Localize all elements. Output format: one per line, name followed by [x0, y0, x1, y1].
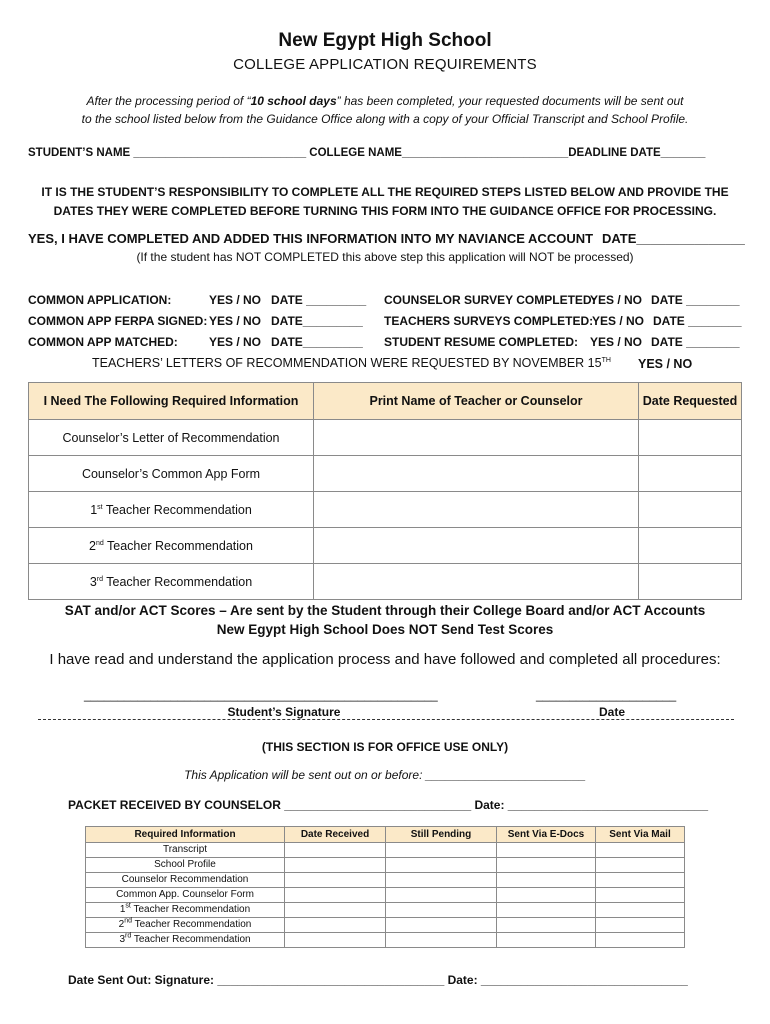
date-requested-cell[interactable] — [639, 456, 742, 492]
checklist-left-row — [28, 290, 368, 311]
yes-no-choice[interactable]: YES / NO — [209, 314, 262, 328]
teachers-letters-line — [92, 356, 611, 370]
office-column-header: Sent Via Mail — [596, 827, 685, 843]
office-column-header: Sent Via E-Docs — [497, 827, 596, 843]
office-table — [85, 826, 685, 948]
still-pending-cell[interactable] — [386, 918, 497, 933]
checklist-right-row — [384, 290, 744, 311]
date-received-cell[interactable] — [285, 843, 386, 858]
still-pending-cell[interactable] — [386, 888, 497, 903]
office-row — [86, 843, 685, 858]
checklist-label: COUNSELOR SURVEY COMPLETED: — [384, 293, 596, 307]
column-header: I Need The Following Required Information — [29, 383, 314, 420]
student-info-line[interactable]: STUDENT’S NAME ___________________________ COLLEGE NAME__________________________DEADLINE DATE_______ — [28, 147, 706, 159]
office-heading: (THIS SECTION IS FOR OFFICE USE ONLY) — [261, 740, 509, 754]
yes-no-choice[interactable]: YES / NO — [209, 335, 262, 349]
still-pending-cell[interactable] — [386, 843, 497, 858]
ordinal: 2 — [118, 919, 125, 930]
requirement-cell — [29, 564, 314, 600]
requirement-cell — [29, 492, 314, 528]
office-item-label: Transcript — [162, 844, 208, 855]
scores-line1: SAT and/or ACT Scores – Are sent by the Student through their College Board and/or ACT Accounts — [64, 603, 706, 618]
column-header: Date Requested — [639, 383, 742, 420]
table-row — [29, 528, 742, 564]
teachers-letters-yesno[interactable]: YES / NO — [638, 357, 693, 371]
still-pending-cell[interactable] — [386, 933, 497, 948]
checklist-label: COMMON APPLICATION: — [28, 293, 172, 307]
mail-cell[interactable] — [596, 918, 685, 933]
edocs-cell[interactable] — [497, 918, 596, 933]
ordinal-suffix: nd — [95, 539, 104, 547]
mail-cell[interactable] — [596, 933, 685, 948]
requirement-cell — [29, 456, 314, 492]
office-divider — [38, 719, 734, 720]
date-received-cell[interactable] — [285, 933, 386, 948]
checklist-label: COMMON APP MATCHED: — [28, 335, 178, 349]
date-requested-cell[interactable] — [639, 564, 742, 600]
date-received-cell[interactable] — [285, 888, 386, 903]
checklist-right — [384, 290, 744, 353]
date-field[interactable]: DATE ________ — [651, 293, 740, 307]
checklist-left — [28, 290, 368, 353]
date-label: Date — [598, 705, 625, 719]
teacher-name-cell[interactable] — [314, 528, 639, 564]
office-column-header: Still Pending — [386, 827, 497, 843]
teacher-name-cell[interactable] — [314, 492, 639, 528]
responsibility-line1: IT IS THE STUDENT’S RESPONSIBILITY TO COMPLETE ALL THE REQUIRED STEPS LISTED BELOW AND PROVIDE THE — [41, 185, 729, 199]
mail-cell[interactable] — [596, 843, 685, 858]
requirement-label: Teacher Recommendation — [102, 502, 252, 517]
edocs-cell[interactable] — [497, 873, 596, 888]
mail-cell[interactable] — [596, 858, 685, 873]
teacher-name-cell[interactable] — [314, 420, 639, 456]
signature-date-line[interactable]: _____________________ — [536, 688, 677, 702]
still-pending-cell[interactable] — [386, 858, 497, 873]
requirement-label: Counselor’s Letter of Recommendation — [62, 430, 280, 445]
teacher-name-cell[interactable] — [314, 564, 639, 600]
still-pending-cell[interactable] — [386, 903, 497, 918]
responsibility-line2: DATES THEY WERE COMPLETED BEFORE TURNING THIS FORM INTO THE GUIDANCE OFFICE FOR PROCESSING. — [53, 204, 717, 218]
ordinal: 3 — [119, 934, 125, 945]
ordinal-suffix: nd — [124, 917, 133, 925]
checklist-left-row — [28, 311, 368, 332]
ordinal: 3 — [89, 574, 97, 589]
send-out-date-line[interactable]: This Application will be sent out on or before: ________________________ — [184, 768, 586, 782]
intro-text — [0, 92, 770, 128]
office-item-cell — [86, 858, 285, 873]
naviance-note: (If the student has NOT COMPLETED this above step this application will NOT be processed) — [136, 250, 634, 264]
office-item-cell — [86, 873, 285, 888]
recommendation-table — [28, 382, 742, 600]
teachers-letters-sup: TH — [601, 356, 611, 364]
mail-cell[interactable] — [596, 873, 685, 888]
office-row — [86, 858, 685, 873]
checklist-right-row — [384, 311, 744, 332]
still-pending-cell[interactable] — [386, 873, 497, 888]
signature-label: Student’s Signature — [227, 705, 341, 719]
intro-after: ” has been completed, your requested documents will be sent out — [336, 94, 684, 108]
date-field[interactable]: DATE ________ — [653, 314, 742, 328]
signature-line[interactable]: _____________________________________________________ — [84, 688, 438, 702]
table-row — [29, 492, 742, 528]
office-item-label: Common App. Counselor Form — [116, 889, 254, 900]
date-field[interactable]: DATE_________ — [271, 314, 363, 328]
date-received-cell[interactable] — [285, 918, 386, 933]
yes-no-choice[interactable]: YES / NO — [590, 293, 643, 307]
edocs-cell[interactable] — [497, 858, 596, 873]
ordinal: 1 — [119, 904, 126, 915]
column-header: Print Name of Teacher or Counselor — [314, 383, 639, 420]
mail-cell[interactable] — [596, 903, 685, 918]
table-row — [29, 564, 742, 600]
date-requested-cell[interactable] — [639, 528, 742, 564]
table-header-row — [29, 383, 742, 420]
office-item-label: Teacher Recommendation — [130, 904, 251, 915]
edocs-cell[interactable] — [497, 933, 596, 948]
responsibility-text — [0, 183, 770, 221]
ordinal-suffix: rd — [96, 575, 103, 583]
date-received-cell[interactable] — [285, 903, 386, 918]
requirement-cell — [29, 420, 314, 456]
ordinal-suffix: st — [97, 503, 103, 511]
office-row — [86, 888, 685, 903]
requirement-label: Teacher Recommendation — [103, 574, 253, 589]
requirement-label: Teacher Recommendation — [103, 538, 253, 553]
teachers-letters-text: TEACHERS’ LETTERS OF RECOMMENDATION WERE REQUESTED BY NOVEMBER 15 — [92, 356, 602, 370]
office-header-row — [86, 827, 685, 843]
checklist-label: STUDENT RESUME COMPLETED: — [384, 335, 579, 349]
date-field[interactable]: DATE ________ — [651, 335, 740, 349]
teacher-name-cell[interactable] — [314, 456, 639, 492]
office-row — [86, 903, 685, 918]
office-item-label: Teacher Recommendation — [132, 919, 252, 930]
school-title: New Egypt High School — [278, 30, 492, 51]
office-column-header: Date Received — [285, 827, 386, 843]
packet-received-line[interactable]: PACKET RECEIVED BY COUNSELOR ____________________________ Date: ______________________________ — [68, 798, 709, 812]
ordinal: 2 — [89, 538, 96, 553]
date-requested-cell[interactable] — [639, 420, 742, 456]
date-received-cell[interactable] — [285, 873, 386, 888]
checklist-label: TEACHERS SURVEYS COMPLETED: — [384, 314, 594, 328]
office-item-cell — [86, 918, 285, 933]
ordinal-suffix: rd — [125, 932, 132, 940]
requirement-cell — [29, 528, 314, 564]
ordinal-suffix: st — [125, 902, 131, 910]
edocs-cell[interactable] — [497, 903, 596, 918]
acknowledgement-text: I have read and understand the application process and have followed and completed all procedures: — [49, 651, 721, 668]
office-item-cell — [86, 888, 285, 903]
office-item-cell — [86, 933, 285, 948]
yes-no-choice[interactable]: YES / NO — [592, 314, 645, 328]
table-row — [29, 420, 742, 456]
mail-cell[interactable] — [596, 888, 685, 903]
date-field[interactable]: DATE _________ — [271, 293, 367, 307]
office-item-label: Counselor Recommendation — [121, 874, 249, 885]
office-item-label: Teacher Recommendation — [131, 934, 251, 945]
intro-bold: 10 school days — [250, 94, 337, 108]
checklist-label: COMMON APP FERPA SIGNED: — [28, 314, 208, 328]
office-row — [86, 918, 685, 933]
naviance-line: YES, I HAVE COMPLETED AND ADDED THIS INFORMATION INTO MY NAVIANCE ACCOUNT — [28, 231, 594, 246]
date-requested-cell[interactable] — [639, 492, 742, 528]
edocs-cell[interactable] — [497, 888, 596, 903]
ordinal: 1 — [90, 502, 98, 517]
naviance-date[interactable]: DATE_______________ — [602, 231, 745, 246]
date-sent-out-line[interactable]: Date Sent Out: Signature: __________________________________ Date: _______________________________ — [68, 973, 688, 987]
yes-no-choice[interactable]: YES / NO — [590, 335, 643, 349]
date-field[interactable]: DATE_________ — [271, 335, 363, 349]
intro-line2: to the school listed below from the Guidance Office along with a copy of your Official Transcript and School Profile. — [81, 112, 689, 126]
table-row — [29, 456, 742, 492]
office-column-header: Required Information — [86, 827, 285, 843]
scores-line2: New Egypt High School Does NOT Send Test Scores — [216, 622, 554, 637]
intro-before: After the processing period of “ — [86, 94, 251, 108]
office-row — [86, 873, 685, 888]
requirement-label: Counselor’s Common App Form — [81, 466, 261, 481]
office-item-cell — [86, 903, 285, 918]
test-scores-notice — [0, 601, 770, 639]
yes-no-choice[interactable]: YES / NO — [209, 293, 262, 307]
checklist-right-row — [384, 332, 744, 353]
office-item-cell — [86, 843, 285, 858]
checklist-left-row — [28, 332, 368, 353]
date-received-cell[interactable] — [285, 858, 386, 873]
office-row — [86, 933, 685, 948]
form-subtitle: COLLEGE APPLICATION REQUIREMENTS — [233, 56, 537, 73]
office-item-label: School Profile — [154, 859, 216, 870]
edocs-cell[interactable] — [497, 843, 596, 858]
